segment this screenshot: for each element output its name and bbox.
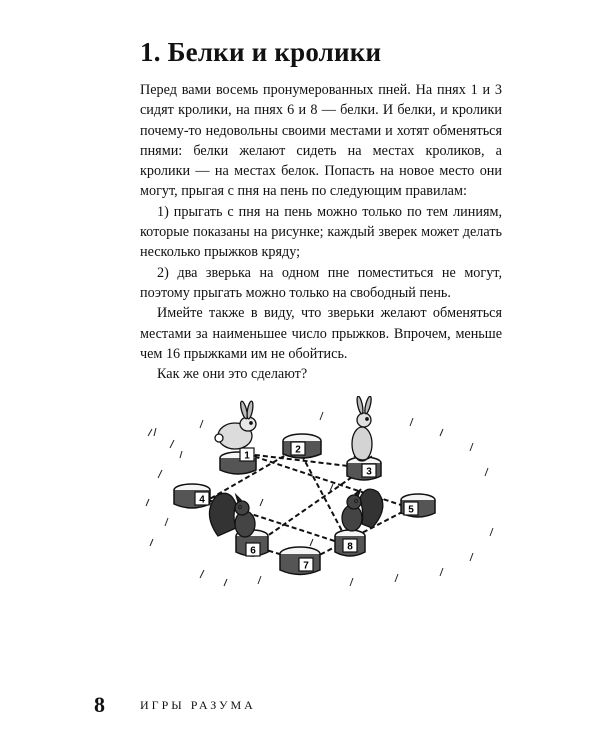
stump-label-4: 4 — [199, 494, 205, 506]
stump-label-8: 8 — [347, 541, 353, 553]
running-title: ИГРЫ РАЗУМА — [140, 698, 256, 712]
page-number: 8 — [94, 692, 105, 717]
stump-7 — [280, 547, 320, 575]
stump-8 — [335, 530, 365, 556]
page-title: 1. Белки и кролики — [140, 37, 382, 67]
paragraph-note: Имейте также в виду, что зверьки желают обменяться местами за наименьшее число прыжков. Впрочем, меньше чем 16 прыжками им не обойтись. — [140, 305, 502, 362]
paragraph-intro: Перед вами восемь пронумерованных пней. На пнях 1 и 3 сидят кролики, на пнях 6 и 8 — белки. И белки, и кролики почему-то недовольны своими местами и хотят обменяться пнями: белки желают сидеть на местах кроликов, а кролики — на местах белок. Попасть на новое место они могут, прыгая с пня на пень по следующим правилам: — [140, 82, 502, 200]
stumps-illustration — [140, 396, 502, 594]
stump-2 — [283, 434, 321, 458]
paragraph-rule-2: 2) два зверька на одном пне поместиться не могут, поэтому прыгать можно только на свободный пень. — [140, 264, 502, 301]
stump-label-7: 7 — [303, 560, 309, 572]
stump-label-6: 6 — [250, 545, 256, 557]
squirrel-on-stump-8 — [342, 489, 383, 531]
puzzle-text — [140, 80, 502, 384]
stump-4 — [174, 484, 210, 508]
rabbit-on-stump-1 — [215, 401, 256, 449]
stump-label-5: 5 — [408, 504, 414, 516]
paragraph-rule-1: 1) прыгать с пня на пень можно только по тем линиям, которые показаны на рисунке; каждый зверек может делать несколько прыжков кряду; — [140, 203, 502, 261]
stump-1 — [220, 448, 256, 474]
stump-5 — [401, 494, 435, 517]
stump-label-3: 3 — [366, 466, 372, 478]
squirrel-on-stump-6 — [209, 493, 255, 537]
stump-label-1: 1 — [244, 450, 250, 462]
rabbit-on-stump-3 — [352, 396, 372, 461]
paragraph-question: Как же они это сделают? — [157, 366, 308, 383]
stump-label-2: 2 — [295, 444, 301, 456]
